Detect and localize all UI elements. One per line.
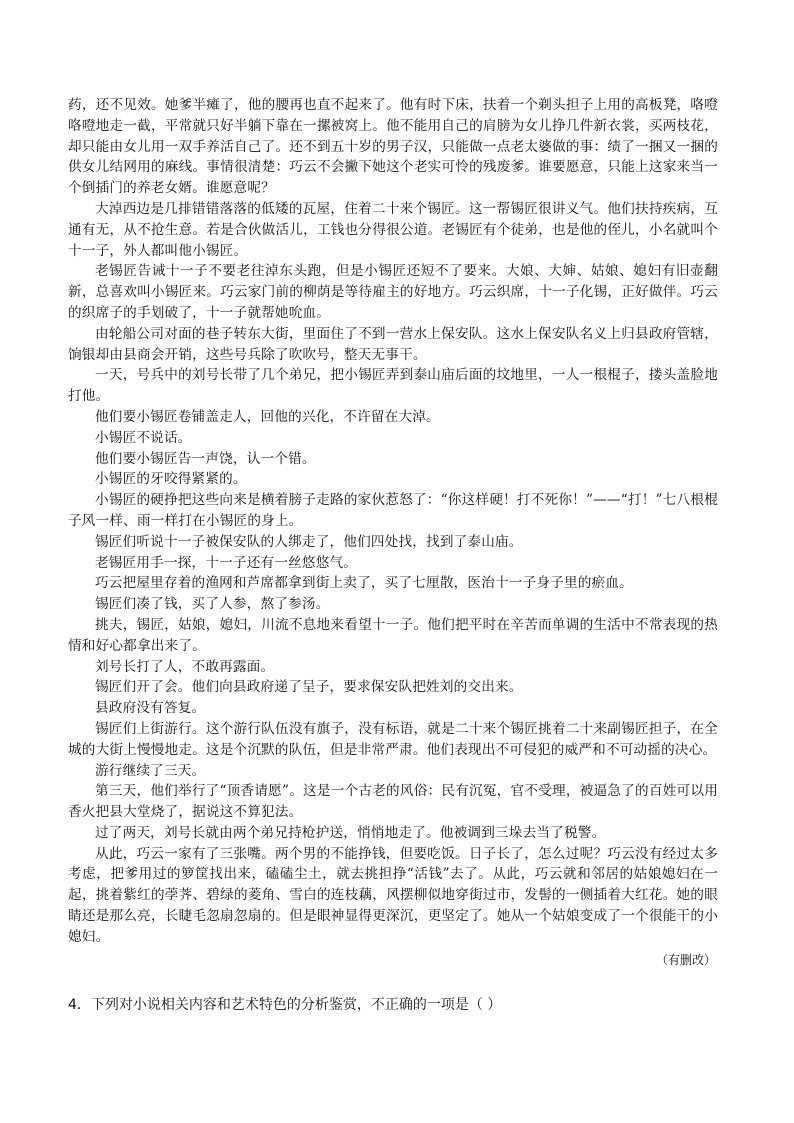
article-body [68, 95, 718, 969]
paragraph: 大淖西边是几排错错落落的低矮的瓦屋，住着二十来个锡匠。这一帮锡匠很讲义气。他们扶持疾病，互通有无，从不抢生意。若是合伙做活儿，工钱也分得很公道。老锡匠有个徒弟，也是他的侄儿，小名就叫个十一子，外人都叫他小锡匠。 [68, 200, 718, 259]
question-4: 4．下列对小说相关内容和艺术特色的分析鉴赏，不正确的一项是（ ） [68, 997, 502, 1013]
paragraph: 老锡匠用手一探，十一子还有一丝悠悠气。 [95, 554, 358, 571]
paragraph: 第三天，他们举行了“顶香请愿”。这是一个古老的风俗：民有沉冤，官不受理，被逼急了的百姓可以用香火把县大堂烧了，据说这不算犯法。 [68, 783, 718, 821]
paragraph: 锡匠们凑了钱，买了人参，熬了参汤。 [95, 596, 330, 613]
paragraph: 小锡匠不说话。 [95, 429, 192, 446]
paragraph: 药，还不见效。她爹半瘫了，他的腰再也直不起来了。他有时下床，扶着一个剃头担子上用的高板凳，咯噔咯噔地走一截，平常就只好半躺下靠在一摞被窝上。他不能用自己的肩膀为女儿挣几件新衣裳，买两枝花，却只能由女儿用一双手养活自己了。还不到五十岁的男子汉，只能做一点老太婆做的事：绩了一捆又一捆的供女儿结网用的麻线。事情很清楚：巧云不会撇下她这个老实可怜的残废爹。谁要愿意，只能上这家来当一个倒插门的养老女婿。谁愿意呢？ [68, 97, 718, 197]
paragraph: 他们要小锡匠卷铺盖走人，回他的兴化，不许留在大淖。 [95, 408, 440, 425]
paragraph: 挑夫，锡匠，姑娘，媳妇，川流不息地来看望十一子。他们把平时在辛苦而单调的生活中不常表现的热情和好心都拿出来了。 [68, 616, 718, 654]
paragraph: 游行继续了三天。 [95, 762, 206, 779]
paragraph: 锡匠们开了会。他们向县政府递了呈子，要求保安队把姓刘的交出来。 [95, 679, 523, 696]
paragraph: 锡匠们听说十一子被保安队的人绑走了，他们四处找，找到了泰山庙。 [95, 533, 523, 550]
paragraph: 刘号长打了人，不敢再露面。 [95, 658, 275, 675]
paragraph: 巧云把屋里存着的渔网和芦席都拿到街上卖了，买了七厘散，医治十一子身子里的瘀血。 [95, 575, 633, 592]
paragraph: 老锡匠告诫十一子不要老往淖东头跑，但是小锡匠还短不了要来。大娘、大婶、姑娘、媳妇有旧壶翻新，总喜欢叫小锡匠来。巧云家门前的柳荫是等待雇主的好地方。巧云织席，十一子化锡，正好做伴。巧云的织席子的手划破了，十一子就帮她吮血。 [68, 263, 718, 321]
paragraph: 小锡匠的牙咬得紧紧的。 [95, 471, 247, 488]
paragraph: 一天，号兵中的刘号长带了几个弟兄，把小锡匠弄到泰山庙后面的坟地里，一人一根棍子，搂头盖脸地打他。 [68, 367, 718, 405]
paragraph: 过了两天，刘号长就由两个弟兄持枪护送，悄悄地走了。他被调到三垛去当了税警。 [95, 824, 606, 841]
paragraph: 小锡匠的硬挣把这些向来是横着膀子走路的家伙惹怒了：“你这样硬！打不死你！”——“打！”七八根棍子风一样、雨一样打在小锡匠的身上。 [68, 492, 718, 529]
paragraph: 锡匠们上街游行。这个游行队伍没有旗子，没有标语，就是二十来个锡匠挑着二十来副锡匠担子，在全城的大街上慢慢地走。这是个沉默的队伍，但是非常严肃。他们表现出不可侵犯的威严和不可动摇的决心。 [68, 720, 718, 758]
paragraph: 从此，巧云一家有了三张嘴。两个男的不能挣钱，但要吃饭。日子长了，怎么过呢？巧云没有经过太多考虑，把爹用过的箩筐找出来，磕磕尘土，就去挑担挣“活钱”去了。从此，巧云就和邻居的姑娘媳妇在一起，挑着紫红的荸荠、碧绿的菱角、雪白的连枝藕，风摆柳似地穿街过市，发髻的一侧插着大红花。她的眼睛还是那么亮，长睫毛忽扇忽扇的。但是眼神显得更深沉，更坚定了。她从一个姑娘变成了一个很能干的小媳妇。 [68, 845, 718, 945]
source-note: （有删改） [655, 952, 716, 967]
paragraph: 由轮船公司对面的巷子转东大街，里面住了不到一营水上保安队。这水上保安队名义上归县政府管辖，饷银却由县商会开销，这些号兵除了吹吹号，整天无事干。 [68, 325, 718, 363]
paragraph: 他们要小锡匠告一声饶，认一个错。 [95, 450, 316, 467]
paragraph: 县政府没有答复。 [95, 700, 206, 717]
